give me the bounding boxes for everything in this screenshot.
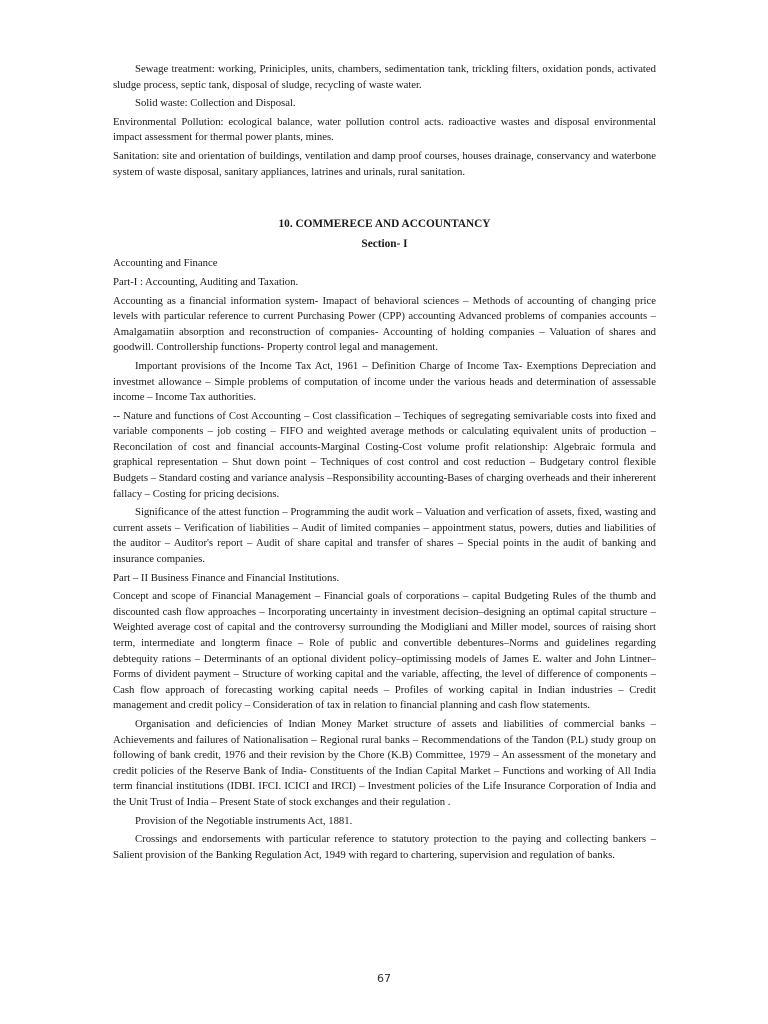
solid-waste-paragraph: Solid waste: Collection and Disposal.	[135, 97, 296, 110]
part1-paragraph-4: Significance of the attest function – Programming the audit work – Valuation and verfication of assets, fixed, wasting and current assets – Verification of liabilities – Audit of limited companies – appointment status, powers, duties and liabilities of the auditor – Auditor's report – Audit of share capital and transfer of shares – Special points in the audit of banking and insurance companies.	[113, 506, 656, 566]
section-title: 10. COMMERECE AND ACCOUNTANCY	[278, 218, 491, 231]
section-subtitle: Section- I	[361, 237, 408, 250]
part2-paragraph-2: Organisation and deficiencies of Indian Money Market structure of assets and liabilities of commercial banks – Achievements and failures of Nationalisation – Regional rural banks – Recommendations of the Tandon (P.L) study group on following of bank credit, 1976 and their revision by the Chore (K.B) Committee, 1979 – An assessment of the monetary and credit policies of the Reserve Bank of India- Constituents of the Indian Capital Market – Functions and working of All India term financial institutions (IDBI. IFCI. ICICI and IRCI) – Investment policies of the Life Insurance Corporation of India and the Unit Trust of India – Present State of stock exchanges and their regulation .	[113, 717, 656, 808]
document-body	[113, 62, 656, 866]
part1-paragraph-1: Accounting as a financial information system- Imapact of behavioral sciences – Methods of accounting of changing price levels with particular reference to current Purchasing Power (CPP) accounting Advanced problems of companies accounts – Amalgamatiin absorption and reconstruction of companies- Accounting of holding companies – Valuation of shares and goodwill. Controllership functions- Property control legal and management.	[113, 294, 656, 354]
section-spacer	[113, 183, 656, 217]
sanitation-paragraph: Sanitation: site and orientation of buildings, ventilation and damp proof courses, houses drainage, conservancy and waterbone system of waste disposal, sanitary appliances, latrines and urinals, rural sanitation.	[113, 149, 656, 178]
part2-paragraph-4: Crossings and endorsements with particular reference to statutory protection to the paying and collecting bankers – Salient provision of the Banking Regulation Act, 1949 with regard to chartering, supervision and regulation of banks.	[113, 833, 656, 861]
environmental-paragraph: Environmental Pollution: ecological balance, water pollution control acts. radioactive wastes and disposal environmental impact assessment for thermal power plants, mines.	[113, 115, 656, 144]
part1-title: Part-I : Accounting, Auditing and Taxation.	[113, 275, 299, 288]
page-number: 67	[377, 972, 391, 985]
part2-title: Part – II Business Finance and Financial Institutions.	[113, 571, 340, 584]
part2-paragraph-3: Provision of the Negotiable instruments Act, 1881.	[135, 814, 353, 827]
topic-heading: Accounting and Finance	[113, 257, 218, 270]
sewage-paragraph: Sewage treatment: working, Priniciples, units, chambers, sedimentation tank, trickling filters, oxidation ponds, activated sludge process, septic tank, disposal of sludge, recycling of waste water.	[113, 63, 656, 91]
part1-paragraph-3: -- Nature and functions of Cost Accounting – Cost classification – Techiques of segregating semivariable costs into fixed and variable components – job costing – FIFO and weighted average methods or calculating equivalent units of production – Reconcilation of cost and financial accounts-Marginal Costing-Cost volume profit relationship: Algebraic formula and graphical representation – Shut down point – Techniques of cost control and cost reduction – Budgetary control flexible Budgets – Standard costing and variance analysis –Responsibility accounting-Bases of charging overheads and their inhererent fallacy – Costing for pricing decisions.	[113, 409, 656, 500]
part2-paragraph-1: Concept and scope of Financial Management – Financial goals of corporations – capital Budgeting Rules of the thumb and discounted cash flow approaches – Incorporating uncertainty in investment decision–designing an optimal capital structure – Weighted average cost of capital and the controversy surrounding the Modigliani and Miller model, sources of raising short term, intermediate and longterm finace – Role of public and convertible debentures–Norms and guidelines regarding debtequity rations – Determinants of an optional divident policy–optimissing models of James E. walter and John Lintner– Forms of divident payment – Structure of working capital and the variable, affecting, the level of difference of components – Cash flow approach of forecasting working capital needs – Profiles of working capital in Indian industries – Credit management and credit policy – Consideration of tax in relation to financial planning and cash flow statements.	[113, 590, 656, 712]
part1-paragraph-2: Important provisions of the Income Tax Act, 1961 – Definition Charge of Income Tax- Exemptions Depreciation and investmet allowance – Simple problems of computation of income under the various heads and determination of assessable income – Income Tax authorities.	[113, 359, 656, 404]
